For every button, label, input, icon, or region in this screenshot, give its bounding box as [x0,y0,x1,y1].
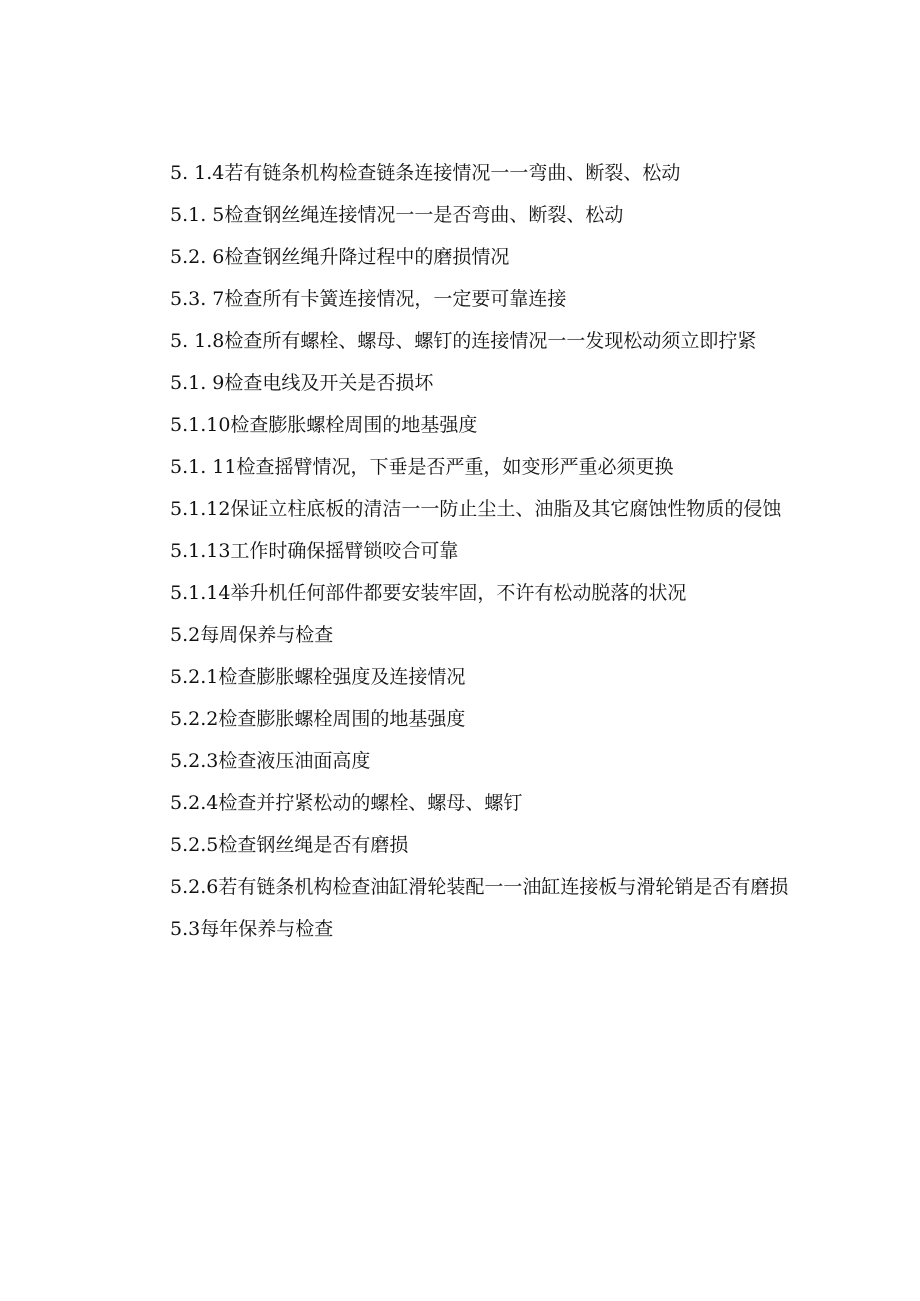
paragraph: 5.3每年保养与检查 [170,918,334,940]
document-body [130,152,795,950]
paragraph: 5.1. 9检查电线及开关是否损坏 [170,372,434,394]
paragraph: 5.1. 11检查摇臂情况，下垂是否严重，如变形严重必须更换 [170,456,674,478]
paragraph: 5.2.4检查并拧紧松动的螺栓、螺母、螺钉 [170,792,523,814]
paragraph: 5.1.13工作时确保摇臂锁咬合可靠 [170,540,459,562]
paragraph: 5.1.12保证立柱底板的清洁一一防止尘土、油脂及其它腐蚀性物质的侵蚀 [170,498,782,520]
paragraph: 5.1.14举升机任何部件都要安装牢固，不许有松动脱落的状况 [170,582,687,604]
paragraph: 5. 1.8检查所有螺栓、螺母、螺钉的连接情况一一发现松动须立即拧紧 [170,330,757,352]
paragraph: 5.2.3检查液压油面高度 [170,750,371,772]
paragraph: 5.2.5检查钢丝绳是否有磨损 [170,834,409,856]
paragraph: 5.3. 7检查所有卡簧连接情况，一定要可靠连接 [170,288,567,310]
paragraph: 5.2.1检查膨胀螺栓强度及连接情况 [170,666,466,688]
paragraph: 5.2.2检查膨胀螺栓周围的地基强度 [170,708,466,730]
paragraph: 5. 1.4若有链条机构检查链条连接情况一一弯曲、断裂、松动 [170,162,681,184]
paragraph: 5.2.6若有链条机构检查油缸滑轮装配一一油缸连接板与滑轮销是否有磨损 [170,876,789,898]
paragraph: 5.1. 5检查钢丝绳连接情况一一是否弯曲、断裂、松动 [170,204,624,226]
paragraph: 5.1.10检查膨胀螺栓周围的地基强度 [170,414,478,436]
paragraph: 5.2. 6检查钢丝绳升降过程中的磨损情况 [170,246,510,268]
paragraph: 5.2每周保养与检查 [170,624,334,646]
